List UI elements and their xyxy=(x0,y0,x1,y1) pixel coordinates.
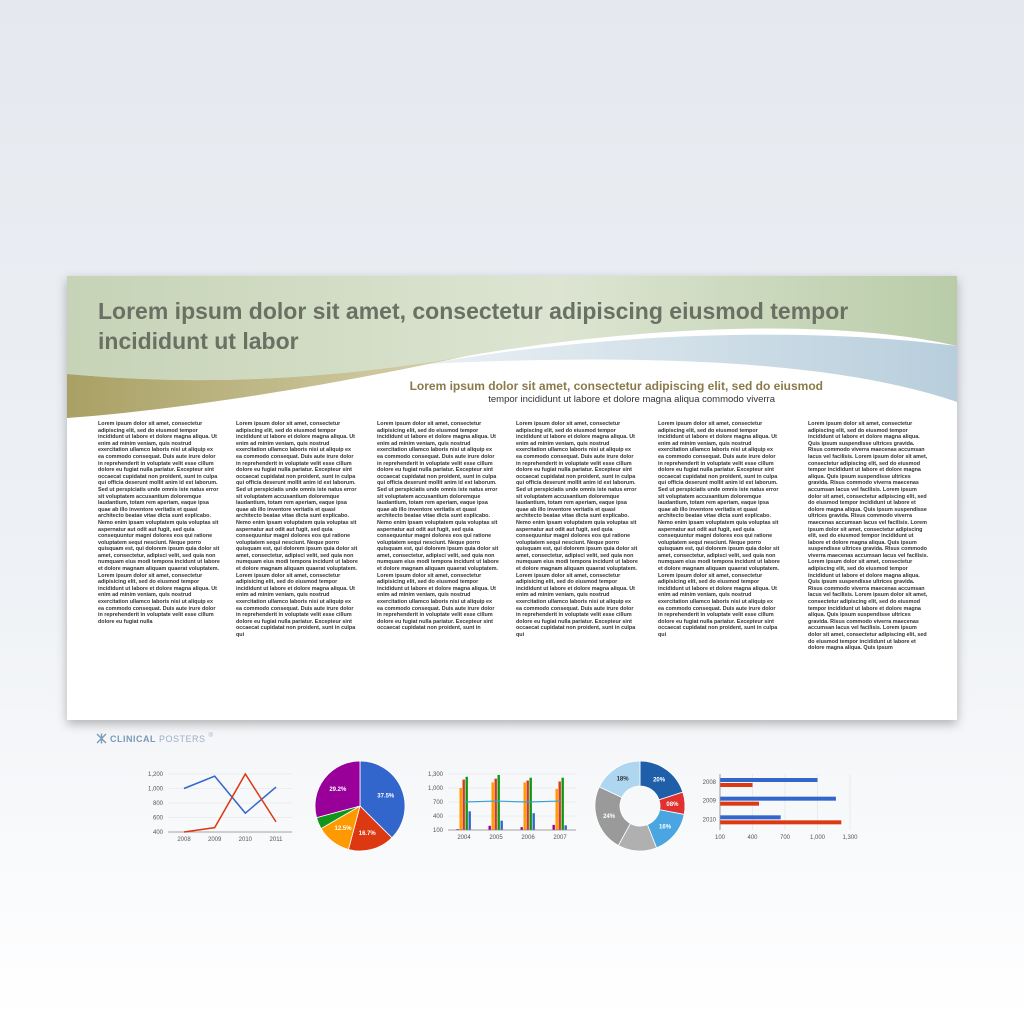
bar-chart-bar xyxy=(533,813,535,830)
hbar-chart-bar xyxy=(720,815,781,819)
bar-chart xyxy=(420,766,580,846)
donut-chart xyxy=(592,760,690,855)
line-chart xyxy=(140,766,300,846)
bar-chart-bar xyxy=(521,827,523,830)
text-column-2: Lorem ipsum dolor sit amet, consectetur adipiscing elit, sed do eiusmod tempor incididunt ut labore et dolore magna aliqua. Ut enim ad minim veniam, quis nostrud exercitation ullamco laboris nisi ut aliquip ex ea commodo consequat. Duis aute irure dolor in reprehenderit in voluptate velit esse cillum dolore eu fugiat nulla pariatur. Excepteur sint occaecat cupidatat non proident, sunt in culpa qui officia deserunt mollit anim id est laborum. Sed ut perspiciatis unde omnis iste natus error sit voluptatem accusantium doloremque laudantium, totam rem aperiam, eaque ipsa quae ab illo inventore veritatis et quasi architecto beatae vitae dicta sunt explicabo. Nemo enim ipsam voluptatem quia voluptas sit aspernatur aut odit aut fugit, sed quia consequuntur magni dolores eos qui ratione voluptatem sequi nesciunt. Neque porro quisquam est, qui dolorem ipsum quia dolor sit amet, consectetur, adipisci velit, sed quia non numquam eius modi tempora incidunt ut labore et dolore magnam aliquam quaerat voluptatem. Lorem ipsum dolor sit amet, consectetur adipisicing elit, sed do eiusmod tempor incididunt ut labore et dolore magna aliqua. Ut enim ad minim veniam, quis nostrud exercitation ullamco laboris nisi ut aliquip ex ea commodo consequat. Duis aute irure dolor in reprehenderit in voluptate velit esse cillum dolore eu fugiat nulla pariatur. Excepteur sint occaecat cupidatat non proident, sunt in culpa qui xyxy=(236,421,358,638)
bar-chart-x-tick: 2005 xyxy=(489,835,503,841)
hbar-chart-bar xyxy=(720,802,759,806)
hbar-chart-y-tick: 2010 xyxy=(702,817,716,824)
bar-chart-bar xyxy=(498,775,500,830)
line-chart-x-tick: 2010 xyxy=(238,837,253,843)
bar-chart-bar xyxy=(562,778,564,830)
text-column-1: Lorem ipsum dolor sit amet, consectetur adipiscing elit, sed do eiusmod tempor incididunt ut labore et dolore magna aliqua. Ut enim ad minim veniam, quis nostrud exercitation ullamco laboris nisi ut aliquip ex ea commodo consequat. Duis aute irure dolor in reprehenderit in voluptate velit esse cillum dolore eu fugiat nulla pariatur. Excepteur sint occaecat cupidatat non proident, sunt in culpa qui officia deserunt mollit anim id est laborum. Sed ut perspiciatis unde omnis iste natus error sit voluptatem accusantium doloremque laudantium, totam rem aperiam, eaque ipsa quae ab illo inventore veritatis et quasi architecto beatae vitae dicta sunt explicabo. Nemo enim ipsam voluptatem quia voluptas sit aspernatur aut odit aut fugit, sed quia consequuntur magni dolores eos qui ratione voluptatem sequi nesciunt. Neque porro quisquam est, qui dolorem ipsum quia dolor sit amet, consectetur, adipisci velit, sed quia non numquam eius modi tempora incidunt ut labore et dolore magnam aliquam quaerat voluptatem. Lorem ipsum dolor sit amet, consectetur adipisicing elit, sed do eiusmod tempor incididunt ut labore et dolore magna aliqua. Ut enim ad minim veniam, quis nostrud exercitation ullamco laboris nisi ut aliquip ex ea commodo consequat. Duis aute irure dolor in reprehenderit in voluptate velit esse cillum dolore eu fugiat nulla xyxy=(98,421,220,625)
line-chart-x-tick: 2008 xyxy=(177,837,191,843)
pie-chart-slice-label: 16.7% xyxy=(358,830,376,837)
poster xyxy=(67,276,957,720)
pie-chart-slice-label: 12.5% xyxy=(334,826,352,833)
pie-chart-slice-label: 37.5% xyxy=(377,793,395,800)
poster-title: Lorem ipsum dolor sit amet, consectetur adipiscing eiusmod tempor incididunt ut labor xyxy=(98,298,849,354)
poster-subtitle-line2: tempor incididunt ut labore et dolore magna aliqua commodo viverra xyxy=(488,394,775,405)
hbar-chart-bar xyxy=(720,783,753,787)
hbar-chart-x-tick: 700 xyxy=(779,835,791,841)
bar-chart-x-tick: 2006 xyxy=(521,835,535,841)
brand-logo xyxy=(96,733,213,744)
bar-chart-x-tick: 2007 xyxy=(553,835,567,841)
bar-chart-bar xyxy=(469,811,471,830)
pie-chart xyxy=(312,760,410,852)
hbar-chart-y-tick: 2008 xyxy=(702,780,716,786)
bar-chart-bar xyxy=(553,825,555,830)
text-column-6: Lorem ipsum dolor sit amet, consectetur adipiscing elit, sed do eiusmod tempor incididunt ut labore et dolore magna aliqua. Quis ipsum suspendisse ultrices gravida. Risus commodo viverra maecenas accumsan lacus vel facilisis. Lorem ipsum dolor sit amet, consectetur adipiscing elit, sed do eiusmod tempor incididunt ut labore et dolore magna aliqua. Quis ipsum suspendisse ultrices gravida. Risus commodo viverra maecenas accumsan lacus vel facilisis. Lorem ipsum dolor sit amet, consectetur adipiscing elit, sed do eiusmod tempor incididunt ut labore et dolore magna aliqua. Quis ipsum suspendisse ultrices gravida. Risus commodo viverra maecenas accumsan lacus vel facilisis. Lorem ipsum dolor sit amet, consectetur adipiscing elit, sed do eiusmod tempor incididunt ut labore et dolore magna aliqua. Quis ipsum suspendisse ultrices gravida. Risus commodo viverra maecenas accumsan lacus vel facilisis. Lorem ipsum dolor sit amet, consectetur adipiscing elit, sed do eiusmod tempor incididunt ut labore et dolore magna aliqua. Quis ipsum suspendisse ultrices gravida. Risus commodo viverra maecenas accumsan lacus vel facilisis. Lorem ipsum dolor sit amet, consectetur adipiscing elit, sed do eiusmod tempor incididunt ut labore et dolore magna aliqua. Quis ipsum suspendisse ultrices gravida. Risus commodo viverra maecenas accumsan lacus vel facilisis. Lorem ipsum dolor sit amet, consectetur adipiscing elit, sed do eiusmod tempor incididunt ut labore et dolore magna aliqua. Quis ipsum xyxy=(808,421,929,652)
bar-chart-bar xyxy=(530,778,532,830)
line-chart-x-tick: 2009 xyxy=(207,837,222,843)
horizontal-bar-chart xyxy=(698,770,868,845)
donut-chart-slice-label: 20% xyxy=(653,777,666,784)
poster-subtitle-line1: Lorem ipsum dolor sit amet, consectetur adipiscing elit, sed do eiusmod xyxy=(409,379,823,393)
donut-chart-slice-label: 18% xyxy=(616,776,629,783)
bar-chart-bar xyxy=(556,789,558,830)
bar-chart-bar xyxy=(492,782,494,830)
hbar-chart-y-tick: 2009 xyxy=(702,798,716,805)
donut-chart-slice-label: 08% xyxy=(666,801,679,808)
bar-chart-bar xyxy=(489,826,491,830)
bar-chart-bar xyxy=(524,782,526,830)
line-chart-y-tick: 1,200 xyxy=(147,772,163,778)
text-column-4: Lorem ipsum dolor sit amet, consectetur adipiscing elit, sed do eiusmod tempor incididunt ut labore et dolore magna aliqua. Ut enim ad minim veniam, quis nostrud exercitation ullamco laboris nisi ut aliquip ex ea commodo consequat. Duis aute irure dolor in reprehenderit in voluptate velit esse cillum dolore eu fugiat nulla pariatur. Excepteur sint occaecat cupidatat non proident, sunt in culpa qui officia deserunt mollit anim id est laborum. Sed ut perspiciatis unde omnis iste natus error sit voluptatem accusantium doloremque laudantium, totam rem aperiam, eaque ipsa quae ab illo inventore veritatis et quasi architecto beatae vitae dicta sunt explicabo. Nemo enim ipsam voluptatem quia voluptas sit aspernatur aut odit aut fugit, sed quia consequuntur magni dolores eos qui ratione voluptatem sequi nesciunt. Neque porro quisquam est, qui dolorem ipsum quia dolor sit amet, consectetur, adipisci velit, sed quia non numquam eius modi tempora incidunt ut labore et dolore magnam aliquam quaerat voluptatem. Lorem ipsum dolor sit amet, consectetur adipisicing elit, sed do eiusmod tempor incididunt ut labore et dolore magna aliqua. Ut enim ad minim veniam, quis nostrud exercitation ullamco laboris nisi ut aliquip ex ea commodo consequat. Duis aute irure dolor in reprehenderit in voluptate velit esse cillum dolore eu fugiat nulla pariatur. Excepteur sint occaecat cupidatat non proident, sunt in culpa qui xyxy=(516,421,638,638)
hbar-chart-bar xyxy=(720,778,818,782)
brand-name-part1: CLINICAL xyxy=(110,733,156,744)
hbar-chart-x-tick: 400 xyxy=(747,835,758,841)
text-columns xyxy=(98,421,938,711)
line-chart-y-tick: 1,000 xyxy=(147,786,163,793)
donut-chart-slice-label: 16% xyxy=(659,824,672,831)
bar-chart-y-tick: 100 xyxy=(432,828,443,834)
bar-chart-bar xyxy=(463,780,465,830)
bar-chart-y-tick: 1,000 xyxy=(427,786,443,792)
bar-chart-y-tick: 400 xyxy=(432,814,443,820)
line-chart-x-tick: 2011 xyxy=(269,837,283,843)
bar-chart-y-tick: 700 xyxy=(432,800,443,806)
bar-chart-bar xyxy=(466,777,468,830)
hbar-chart-bar xyxy=(720,797,836,801)
brand-name-part2: POSTERS xyxy=(159,733,206,744)
line-chart-y-tick: 800 xyxy=(152,801,163,807)
bar-chart-bar xyxy=(460,788,462,830)
pie-chart-slice-label: 29.2% xyxy=(329,787,347,794)
hbar-chart-x-tick: 1,300 xyxy=(842,835,858,841)
bar-chart-bar xyxy=(527,781,529,830)
bar-chart-bar xyxy=(495,779,497,830)
hbar-chart-x-tick: 1,000 xyxy=(809,835,826,841)
hbar-chart-x-tick: 100 xyxy=(714,835,726,841)
bar-chart-x-tick: 2004 xyxy=(457,835,471,841)
brand-mark-icon xyxy=(96,733,107,744)
text-column-5: Lorem ipsum dolor sit amet, consectetur adipiscing elit, sed do eiusmod tempor incididunt ut labore et dolore magna aliqua. Ut enim ad minim veniam, quis nostrud exercitation ullamco laboris nisi ut aliquip ex ea commodo consequat. Duis aute irure dolor in reprehenderit in voluptate velit esse cillum dolore eu fugiat nulla pariatur. Excepteur sint occaecat cupidatat non proident, sunt in culpa qui officia deserunt mollit anim id est laborum. Sed ut perspiciatis unde omnis iste natus error sit voluptatem accusantium doloremque laudantium, totam rem aperiam, eaque ipsa quae ab illo inventore veritatis et quasi architecto beatae vitae dicta sunt explicabo. Nemo enim ipsam voluptatem quia voluptas sit aspernatur aut odit aut fugit, sed quia consequuntur magni dolores eos qui ratione voluptatem sequi nesciunt. Neque porro quisquam est, qui dolorem ipsum quia dolor sit amet, consectetur, adipisci velit, sed quia non numquam eius modi tempora incidunt ut labore et dolore magnam aliquam quaerat voluptatem. Lorem ipsum dolor sit amet, consectetur adipisicing elit, sed do eiusmod tempor incididunt ut labore et dolore magna aliqua. Ut enim ad minim veniam, quis nostrud exercitation ullamco laboris nisi ut aliquip ex ea commodo consequat. Duis aute irure dolor in reprehenderit in voluptate velit esse cillum dolore eu fugiat nulla pariatur. Excepteur sint occaecat cupidatat non proident, sunt in culpa qui xyxy=(658,421,780,638)
bar-chart-bar xyxy=(501,821,503,830)
line-chart-y-tick: 600 xyxy=(152,815,163,822)
bar-chart-trend-line xyxy=(464,801,560,802)
line-chart-y-tick: 400 xyxy=(152,830,163,836)
bar-chart-bar xyxy=(559,781,561,830)
bar-chart-y-tick: 1,300 xyxy=(427,772,443,778)
bar-chart-bar xyxy=(565,825,567,830)
line-chart-series-1 xyxy=(184,776,276,813)
hbar-chart-bar xyxy=(720,820,841,824)
text-column-3: Lorem ipsum dolor sit amet, consectetur adipisicing elit, sed do eiusmod tempor incididunt ut labore et dolore magna aliqua. Ut enim ad minim veniam, quis nostrud exercitation ullamco laboris nisi ut aliquip ex ea commodo consequat. Duis aute irure dolor in reprehenderit in voluptate velit esse cillum dolore eu fugiat nulla pariatur. Excepteur sint occaecat cupidatat non proident, sunt in culpa qui officia deserunt mollit anim id est laborum. Sed ut perspiciatis unde omnis iste natus error sit voluptatem accusantium doloremque laudantium, totam rem aperiam, eaque ipsa quae ab illo inventore veritatis et quasi architecto beatae vitae dicta sunt explicabo. Nemo enim ipsam voluptatem quia voluptas sit aspernatur aut odit aut fugit, sed quia consequuntur magni dolores eos qui ratione voluptatem sequi nesciunt. Neque porro quisquam est, qui dolorem ipsum quia dolor sit amet, consectetur, adipisci velit, sed quia non numquam eius modi tempora incidunt ut labore et dolore magnam aliquam quaerat voluptatem. Lorem ipsum dolor sit amet, consectetur adipisicing elit, sed do eiusmod tempor incididunt ut labore et dolore magna aliqua. Ut enim ad minim veniam, quis nostrud exercitation ullamco laboris nisi ut aliquip ex ea commodo consequat. Duis aute irure dolor in reprehenderit in voluptate velit esse cillum dolore eu fugiat nulla pariatur. Excepteur sint occaecat cupidatat non proident, sunt in xyxy=(377,421,499,632)
donut-chart-slice-label: 24% xyxy=(603,814,616,821)
brand-registered-mark: ® xyxy=(208,733,214,739)
